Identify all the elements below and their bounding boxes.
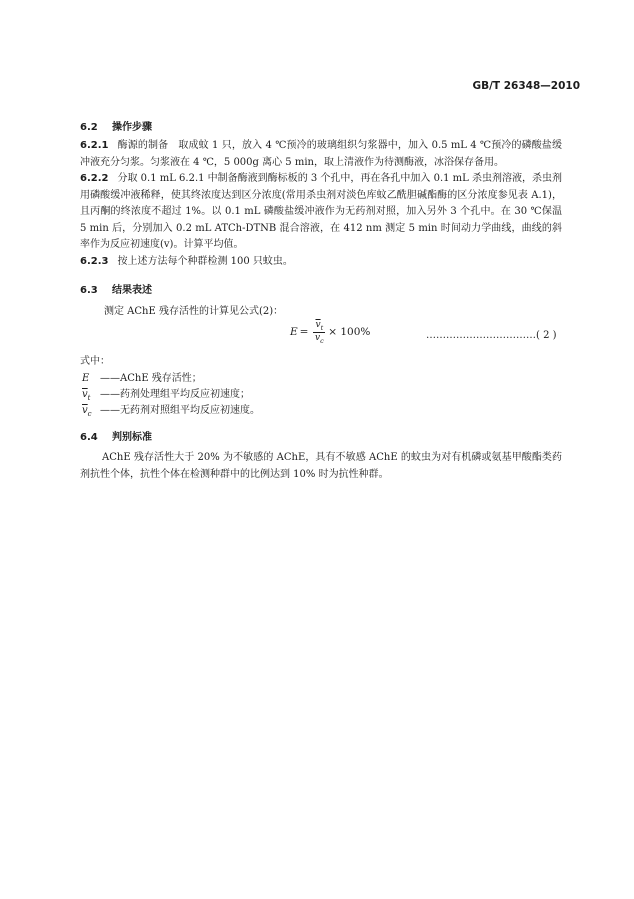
section-title: 判别标准 bbox=[112, 432, 152, 443]
paragraph-6-2-2 bbox=[80, 171, 562, 254]
formula-fraction bbox=[313, 320, 325, 345]
section-title: 操作步骤 bbox=[112, 122, 152, 133]
paragraph-6-4: AChE 残存活性大于 20% 为不敏感的 AChE，具有不敏感 AChE 的蚊虫为对有机磷或氨基甲酸酯类药剂抗性个体，抗性个体在检测种群中的比例达到 10% 时为抗性种群。 bbox=[80, 452, 562, 480]
section-number: 6.4 bbox=[80, 432, 98, 443]
section-title: 结果表述 bbox=[112, 285, 152, 296]
definition-text: ——AChE 残存活性； bbox=[100, 373, 202, 384]
paragraph-text: 按上述方法每个种群检测 100 只蚊虫。 bbox=[117, 256, 293, 267]
definition-row bbox=[82, 369, 202, 384]
section-number: 6.3 bbox=[80, 285, 98, 296]
equation-number: ……………………………( 2 ) bbox=[426, 330, 557, 341]
section-number: 6.2 bbox=[80, 122, 98, 133]
paragraph-6-2-3 bbox=[80, 254, 562, 271]
where-label: 式中： bbox=[80, 356, 110, 367]
clause-number: 6.2.1 bbox=[80, 140, 109, 151]
standard-code: GB/T 26348—2010 bbox=[472, 80, 580, 92]
definition-text: ——药剂处理组平均反应初速度； bbox=[100, 389, 250, 400]
section-6-4-heading bbox=[80, 428, 152, 443]
definition-variable: $\overline{v}_c$ bbox=[82, 405, 92, 418]
formula-intro: 测定 AChE 残存活性的计算见公式(2)： bbox=[104, 306, 284, 317]
formula-lhs: E bbox=[290, 326, 298, 339]
formula-numerator: $\overline{v}_t$ bbox=[315, 320, 324, 332]
definition-text: ——无药剂对照组平均反应初速度。 bbox=[100, 405, 260, 416]
definition-row bbox=[82, 401, 260, 418]
formula-denominator: $\overline{v}_c$ bbox=[314, 332, 324, 345]
definition-row bbox=[82, 385, 250, 402]
formula-equals: = bbox=[299, 326, 309, 339]
clause-number: 6.2.2 bbox=[80, 173, 109, 184]
section-6-2-heading bbox=[80, 118, 152, 133]
definition-variable: E bbox=[82, 373, 90, 384]
section-6-3-heading bbox=[80, 281, 152, 296]
definition-variable: $\overline{v}_t$ bbox=[82, 389, 91, 402]
paragraph-6-2-1 bbox=[80, 138, 562, 171]
paragraph-text: 分取 0.1 mL 6.2.1 中制备酶液到酶标板的 3 个孔中，再在各孔中加入 0.1 mL 杀虫剂溶液，杀虫剂用磷酸缓冲液稀释，使其终浓度达到区分浓度(常用杀虫剂对淡色库蚊乙酰胆碱酯酶的区分浓度参见表 A.1)，且丙酮的终浓度不超过 1%。以 0.1 mL 磷酸盐缓冲液作为无药剂对照，加入另外 3 个孔中。在 30 ℃保温 5 min 后，分别加入 0.2 mL ATCh-DTNB 混合溶液，在 412 nm 测定 5 min 时间动力学曲线，曲线的斜率作为反应初速度(v)。计算平均值。 bbox=[80, 173, 562, 250]
formula-2 bbox=[290, 320, 370, 345]
formula-rest: × 100% bbox=[328, 326, 371, 339]
clause-number: 6.2.3 bbox=[80, 256, 109, 267]
paragraph-text: 酶源的制备 取成蚊 1 只，放入 4 ℃预冷的玻璃组织匀浆器中，加入 0.5 mL 4 ℃预冷的磷酸盐缓冲液充分匀浆。匀浆液在 4 ℃，5 000g 离心 5 min，取上清液作为待测酶液，冰浴保存备用。 bbox=[80, 140, 562, 168]
